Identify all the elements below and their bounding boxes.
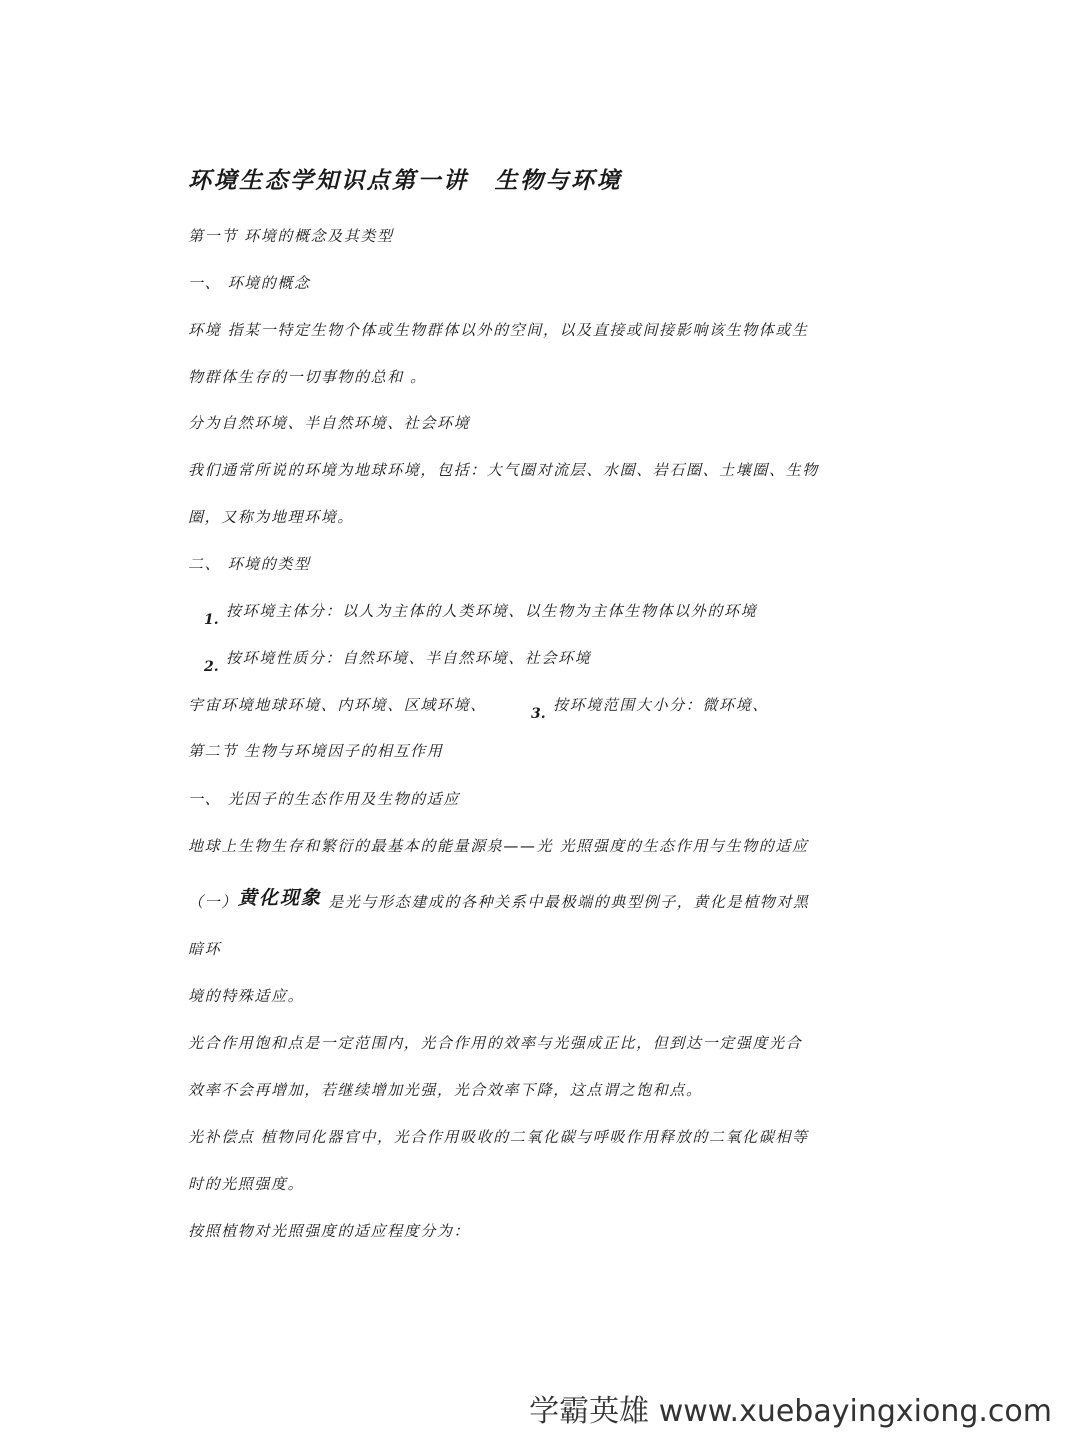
paragraph-line: 分为自然环境、半自然环境、社会环境	[188, 414, 471, 432]
subheading-concept: 一、 环境的概念	[188, 274, 311, 292]
list-item-3: 按环境范围大小分：微环境、	[553, 696, 769, 714]
paragraph-line: 光合作用饱和点是一定范围内，光合作用的效率与光强成正比，但到达一定强度光合	[188, 1034, 803, 1052]
etiolation-term: 黄化现象	[237, 887, 322, 909]
list-number-2: 2.	[204, 659, 219, 675]
title-part-2: 生物与环境	[494, 168, 622, 194]
title-part-1: 环境生态学知识点第一讲	[188, 168, 469, 194]
paragraph-line: 时的光照强度。	[188, 1175, 305, 1193]
paragraph-line: 暗环	[188, 940, 222, 958]
paragraph-line: 按照植物对光照强度的适应程度分为：	[188, 1222, 471, 1240]
list-item-1: 按环境主体分：以人为主体的人类环境、以生物为主体生物体以外的环境	[226, 602, 758, 620]
list-item-2: 按环境性质分：自然环境、半自然环境、社会环境	[226, 649, 592, 667]
paragraph-line: 圈，又称为地理环境。	[188, 508, 355, 526]
section-heading-2: 第二节 生物与环境因子的相互作用	[188, 742, 444, 760]
paragraph-line: 物群体生存的一切事物的总和 。	[188, 368, 427, 386]
paragraph-line: 我们通常所说的环境为地球环境，包括：大气圈对流层、水圈、岩石圈、土壤圈、生物	[188, 461, 819, 479]
etiolation-line	[188, 887, 810, 912]
paragraph-line: 效率不会再增加，若继续增加光强，光合效率下降，这点谓之饱和点。	[188, 1081, 703, 1099]
list-item-3-prefix: 宇宙环境地球环境、内环境、区域环境、	[188, 696, 487, 714]
document-title	[188, 162, 622, 195]
paragraph-line: 光补偿点 植物同化器官中，光合作用吸收的二氧化碳与呼吸作用释放的二氧化碳相等	[188, 1128, 809, 1146]
etiolation-prefix: （一）	[188, 893, 238, 911]
list-number-3: 3.	[531, 706, 546, 722]
section-heading-1: 第一节 环境的概念及其类型	[188, 227, 394, 245]
etiolation-text: 是光与形态建成的各种关系中最极端的典型例子，黄化是植物对黑	[321, 893, 810, 911]
paragraph-line: 地球上生物生存和繁衍的最基本的能量源泉——光 光照强度的生态作用与生物的适应	[188, 837, 809, 855]
paragraph-line: 环境 指某一特定生物个体或生物群体以外的空间，以及直接或间接影响该生物体或生	[188, 321, 809, 339]
subheading-types: 二、 环境的类型	[188, 555, 311, 573]
paragraph-line: 境的特殊适应。	[188, 987, 305, 1005]
list-number-1: 1.	[204, 612, 219, 628]
subheading-light: 一、 光因子的生态作用及生物的适应	[188, 790, 460, 808]
watermark: 学霸英雄 www.xuebayingxiong.com	[523, 1388, 1058, 1436]
